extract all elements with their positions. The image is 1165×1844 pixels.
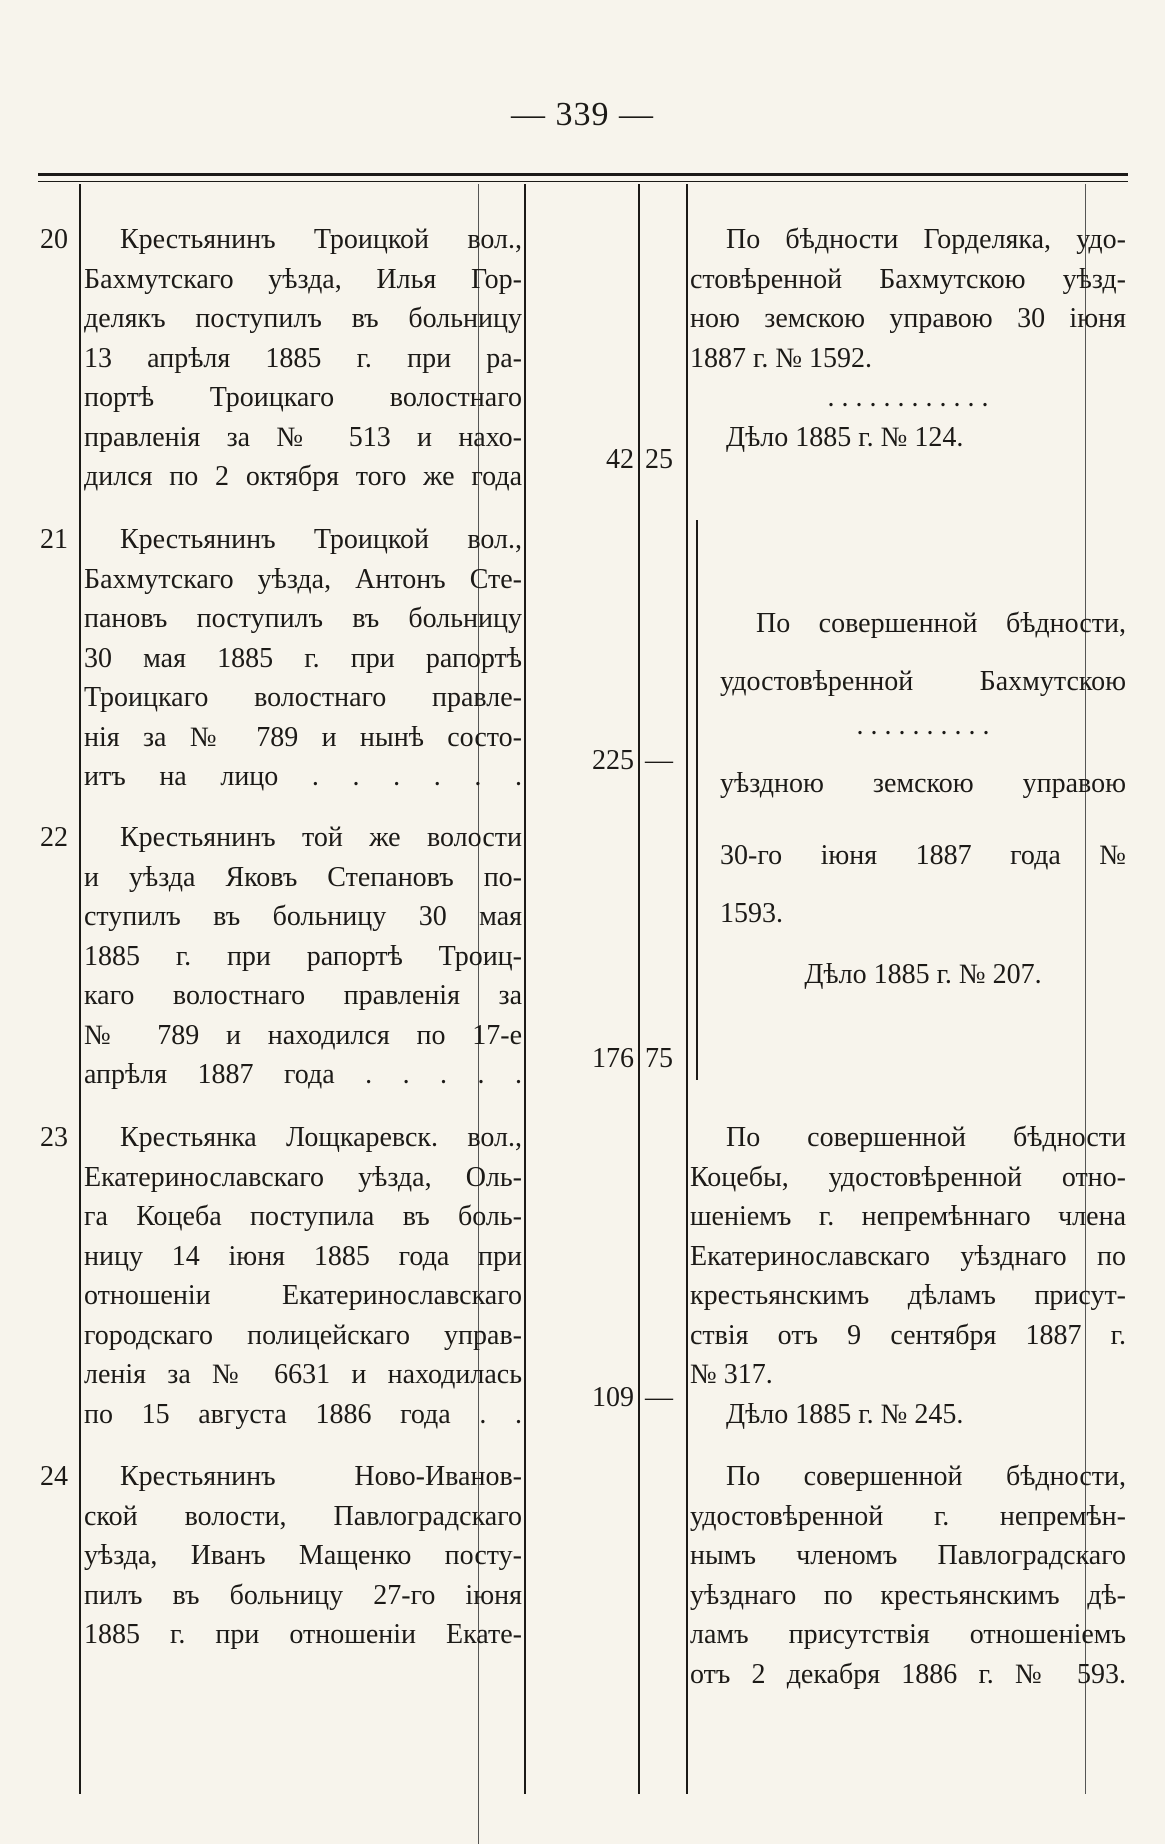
brace-line <box>696 520 698 1080</box>
entry-number: 24 <box>40 1461 68 1492</box>
entry-number: 21 <box>40 524 68 555</box>
amount-cell: 109 <box>592 1382 634 1413</box>
column-divider <box>638 184 640 1794</box>
note-text: По совершенной бѣдности, удостовѣренной г. непремѣн- нымъ членомъ Павлоградскаго уѣзднаго по крестьянскимъ дѣ- ламъ присутствія отношеніемъ отъ 2 декабря 1886 г. № 593. <box>690 1461 1126 1690</box>
column-divider <box>524 184 526 1794</box>
page-number: — 339 — <box>511 96 654 133</box>
entry-text: Крестьянинъ Троицкой вол., Бахмутскаго уѣзда, Антонъ Сте- пановъ поступилъ въ больницу 30 мая 1885 г. при рапортѣ Троицкаго волостнаго правле- нія за № 789 и нынѣ состо- итъ на лицо . . . . . . <box>84 524 522 792</box>
amount-cell: 225 <box>592 745 634 776</box>
column-divider <box>686 184 688 1794</box>
amount-cell: 176 <box>592 1043 634 1074</box>
entry-number: 22 <box>40 822 68 853</box>
amount-cell: 42 <box>606 444 634 475</box>
amount-cell: — <box>645 1382 673 1413</box>
amount-cell: 75 <box>645 1043 673 1074</box>
entry-number: 23 <box>40 1122 68 1153</box>
amount-cell: — <box>645 745 673 776</box>
top-rule-thin <box>38 181 1128 182</box>
amount-cell: 25 <box>645 444 673 475</box>
note-text: По совершенной бѣдности, удостовѣренной Бахмутскою . . . . . . . . . . уѣздною земскою управою 30-го іюня 1887 года № 1593. Дѣло 1885 г. № 207. <box>720 608 1126 990</box>
top-rule <box>38 173 1128 176</box>
entry-text: Крестьянинъ той же волости и уѣзда Яковъ Степановъ по- ступилъ въ больницу 30 мая 1885 г. при рапортѣ Троиц- каго волостнаго правленія за № 789 и находился по 17-е апрѣля 1887 года . . . . . <box>84 822 522 1090</box>
entry-text: Крестьянинъ Троицкой вол., Бахмутскаго уѣзда, Илья Гор- делякъ поступилъ въ больницу 13 апрѣля 1885 г. при ра- портѣ Троицкаго волостнаго правленія за № 513 и нахо- дился по 2 октября того же года <box>84 224 522 492</box>
entry-number: 20 <box>40 224 68 255</box>
note-text: По бѣдности Горделяка, удо- стовѣренной Бахмутскою уѣзд- ною земскою управою 30 іюня 1887 г. № 1592. . . . . . . . . . . . . Дѣло 1885 г. № 124. <box>690 224 1126 453</box>
note-text: По совершенной бѣдности Коцебы, удостовѣренной отно- шеніемъ г. непремѣннаго члена Екатеринославскаго уѣзднаго по крестьянскимъ дѣламъ присут- ствія отъ 9 сентября 1887 г. № 317. Дѣло 1885 г. № 245. <box>690 1122 1126 1430</box>
entry-text: Крестьянка Лощкаревск. вол., Екатеринославскаго уѣзда, Оль- га Коцеба поступила въ боль- ницу 14 іюня 1885 года при отношеніи Екатеринославскаго городскаго полицейскаго управ- ленія за № 6631 и находилась по 15 августа 1886 года . . <box>84 1122 522 1430</box>
column-divider <box>79 184 81 1794</box>
entry-text: Крестьянинъ Ново-Иванов- ской волости, Павлоградскаго уѣзда, Иванъ Мащенко посту- пилъ въ больницу 27-го іюня 1885 г. при отношеніи Екате- <box>84 1461 522 1650</box>
